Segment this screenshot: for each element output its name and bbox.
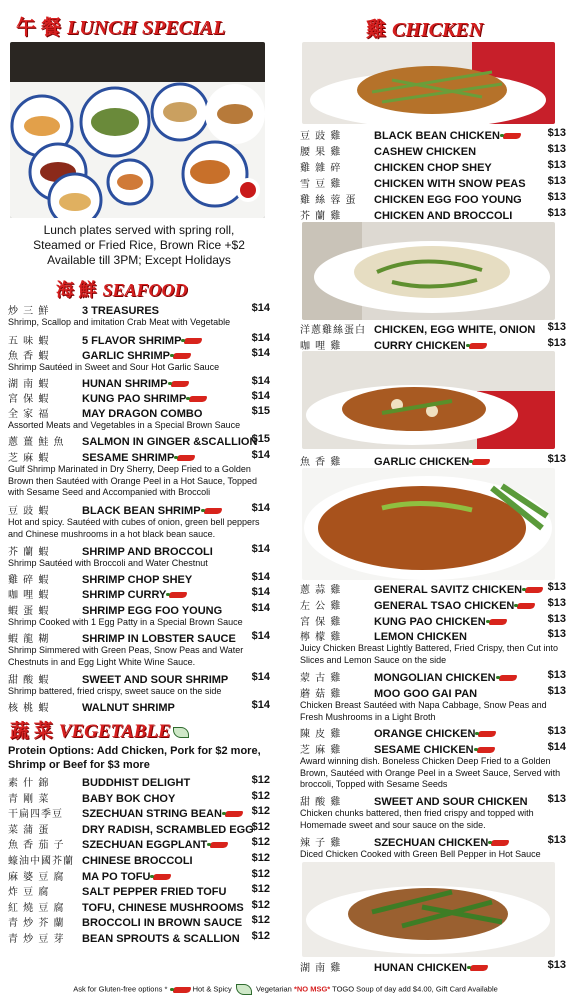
lunch-header-zh: 午 餐 — [16, 17, 61, 39]
hot-pepper-icon — [184, 338, 202, 344]
menu-item — [8, 332, 270, 348]
lunch-platter-image — [10, 42, 265, 218]
item-chinese-name: 蒙 古 雞 — [300, 673, 342, 684]
item-name: SALT PEPPER FRIED TOFU — [82, 886, 227, 899]
item-chinese-name: 腰 果 雞 — [300, 147, 342, 158]
item-chinese-name: 洋蔥雞絲蛋白 — [300, 325, 366, 336]
menu-item — [8, 502, 270, 518]
item-chinese-name: 辣 子 雞 — [300, 838, 342, 849]
item-price: $12 — [251, 930, 270, 942]
item-name: DRY RADISH, SCRAMBLED EGG — [82, 823, 254, 836]
hot-pepper-icon — [169, 592, 187, 598]
item-price: $14 — [251, 375, 270, 387]
item-chinese-name: 蝦 龍 糊 — [8, 634, 50, 645]
item-price: $13 — [547, 453, 566, 465]
item-price: $13 — [547, 725, 566, 737]
item-chinese-name: 麻 婆 豆 腐 — [8, 871, 65, 883]
menu-item — [8, 868, 270, 884]
hot-pepper-icon — [204, 508, 222, 514]
item-price: $15 — [251, 405, 270, 417]
lunch-intro-line: Available till 3PM; Except Holidays — [47, 253, 231, 267]
chicken-dish-photo-3 — [302, 351, 555, 449]
item-price: $15 — [251, 433, 270, 445]
hot-pepper-icon — [153, 874, 171, 880]
item-price: $13 — [547, 597, 566, 609]
hot-pepper-icon — [491, 840, 509, 846]
item-name: BABY BOK CHOY — [82, 792, 176, 805]
item-name: 3 TREASURES — [82, 305, 160, 317]
item-name: SESAME SHRIMP — [82, 452, 175, 464]
hot-spicy-pepper-icon — [173, 987, 191, 993]
menu-item — [8, 375, 270, 391]
item-description: Juicy Chicken Breast Lightly Battered, Fried Crispy, then Cut into Slices and Lemon Sauce on the side — [300, 643, 558, 665]
item-chinese-name: 核 桃 蝦 — [8, 703, 50, 714]
item-chinese-name: 菜 蒲 蛋 — [8, 824, 50, 836]
item-price: $14 — [251, 630, 270, 642]
no-msg-note: *NO MSG* — [293, 984, 331, 994]
item-description: Shrimp Sautéed in Sweet and Sour Hot Garlic Sauce — [8, 362, 220, 372]
item-name: SHRIMP CHOP SHEY — [82, 574, 193, 586]
item-name: BLACK BEAN SHRIMP — [82, 505, 201, 517]
item-price: $13 — [547, 959, 566, 971]
item-price: $14 — [547, 741, 566, 753]
item-name: CHICKEN EGG FOO YOUNG — [374, 194, 522, 206]
item-name: CURRY CHICKEN — [374, 340, 466, 352]
chicken-header-en: CHICKEN — [392, 19, 484, 41]
vegetarian-legend: Vegetarian — [255, 984, 292, 994]
item-price: $14 — [251, 699, 270, 711]
item-chinese-name: 雞 碎 蝦 — [8, 575, 50, 586]
item-name: CHICKEN CHOP SHEY — [374, 162, 492, 174]
vegetable-header — [10, 716, 191, 743]
protein-options — [8, 744, 270, 772]
item-price: $12 — [251, 836, 270, 849]
item-description: Shrimp battered, fried crispy, sweet sauce on the side — [8, 686, 222, 696]
vegetarian-leaf-icon — [173, 727, 189, 738]
seafood-header-zh: 海 鮮 — [56, 280, 97, 300]
item-chinese-name: 魚 香 茄 子 — [8, 840, 65, 852]
hot-pepper-icon — [477, 747, 495, 753]
item-price: $13 — [547, 175, 566, 187]
vegetable-header-zh: 蔬 菜 — [10, 721, 53, 742]
item-name: GENERAL TSAO CHICKEN — [374, 600, 515, 612]
item-price: $13 — [547, 834, 566, 846]
vegetarian-leaf-icon — [236, 984, 252, 995]
menu-item — [8, 930, 270, 946]
item-chinese-name: 蘑 菇 雞 — [300, 689, 342, 700]
item-chinese-name: 甜 酸 雞 — [300, 797, 342, 808]
item-name: TOFU, CHINESE MUSHROOMS — [82, 901, 244, 914]
chicken-dish-photo-1 — [302, 42, 555, 124]
menu-item — [300, 741, 566, 757]
menu-item — [8, 449, 270, 465]
lunch-intro-line: Lunch plates served with spring roll, — [43, 223, 235, 237]
menu-item — [8, 774, 270, 790]
item-price: $13 — [547, 321, 566, 333]
hot-spicy-legend: Hot & Spicy — [192, 984, 232, 994]
item-chinese-name: 雪 豆 雞 — [300, 179, 342, 190]
item-name: BROCCOLI IN BROWN SAUCE — [82, 917, 243, 930]
item-price: $14 — [251, 449, 270, 461]
hot-pepper-icon — [517, 603, 535, 609]
item-name: CHICKEN, EGG WHITE, ONION — [374, 324, 536, 336]
menu-item — [300, 669, 566, 685]
item-name: SALMON IN GINGER &SCALLION — [82, 436, 258, 448]
vegetable-header-en: VEGETABLE — [58, 721, 171, 742]
menu-item — [8, 836, 270, 852]
menu-item — [300, 159, 566, 175]
hot-pepper-icon — [210, 842, 228, 848]
hot-pepper-icon — [472, 459, 490, 465]
item-price: $13 — [547, 628, 566, 640]
item-name: SHRIMP CURRY — [82, 589, 167, 601]
chicken-header-zh: 雞 — [366, 19, 386, 41]
item-chinese-name: 咖 哩 蝦 — [8, 590, 50, 601]
item-chinese-name: 蔥 蒜 雞 — [300, 585, 342, 596]
item-name: SWEET AND SOUR SHRIMP — [82, 674, 229, 686]
hot-pepper-icon — [478, 731, 496, 737]
menu-item — [300, 834, 566, 850]
menu-item — [300, 207, 566, 223]
item-name: HUNAN SHRIMP — [82, 378, 168, 390]
item-price: $13 — [547, 613, 566, 625]
seafood-header-en: SEAFOOD — [102, 280, 188, 300]
item-chinese-name: 炸 豆 腐 — [8, 887, 50, 899]
item-name: MOO GOO GAI PAN — [374, 688, 478, 700]
item-name: CHICKEN AND BROCCOLI — [374, 210, 513, 222]
menu-item — [8, 586, 270, 602]
item-chinese-name: 宮 保 雞 — [300, 617, 342, 628]
item-description: Diced Chicken Cooked with Green Bell Pepper in Hot Sauce — [300, 849, 541, 859]
item-price: $14 — [251, 543, 270, 555]
item-chinese-name: 紅 燒 豆 腐 — [8, 902, 65, 914]
item-chinese-name: 蠔油中國芥蘭 — [8, 856, 74, 867]
item-price: $12 — [251, 883, 270, 896]
item-chinese-name: 左 公 雞 — [300, 601, 342, 612]
item-price: $12 — [251, 805, 270, 818]
lunch-header-en: LUNCH SPECIAL — [67, 17, 226, 39]
menu-item — [8, 914, 270, 930]
item-description: Chicken chunks battered, then fried crispy and topped with Homemade sweet and sour sauce on the side. — [300, 808, 534, 830]
menu-item — [300, 628, 566, 644]
chicken-dish-photo-5 — [302, 862, 555, 957]
item-price: $12 — [251, 898, 270, 911]
menu-item — [8, 805, 270, 821]
item-price: $14 — [251, 390, 270, 402]
item-name: GARLIC CHICKEN — [374, 456, 470, 468]
item-price: $14 — [251, 332, 270, 344]
item-description: Shrimp Sautéed with Broccoli and Water Chestnut — [8, 558, 208, 568]
item-price: $13 — [547, 191, 566, 203]
menu-item — [8, 821, 270, 837]
item-chinese-name: 青 剛 菜 — [8, 793, 50, 805]
menu-item — [300, 337, 566, 353]
menu-item — [8, 699, 270, 715]
item-price: $13 — [547, 685, 566, 697]
item-name: MA PO TOFU — [82, 870, 151, 883]
item-chinese-name: 湖 南 蝦 — [8, 379, 50, 390]
item-chinese-name: 全 家 福 — [8, 409, 50, 420]
item-chinese-name: 湖 南 雞 — [300, 963, 342, 974]
lunch-intro-line: Steamed or Fried Rice, Brown Rice +$2 — [33, 238, 245, 252]
item-price: $14 — [251, 602, 270, 614]
hot-pepper-icon — [173, 353, 191, 359]
item-chinese-name: 干扁四季豆 — [8, 809, 63, 821]
item-name: BUDDHIST DELIGHT — [82, 777, 191, 789]
item-chinese-name: 魚 香 雞 — [300, 457, 342, 468]
item-price: $13 — [547, 159, 566, 171]
item-chinese-name: 雞 雜 碎 — [300, 163, 342, 174]
item-price: $12 — [251, 852, 270, 864]
item-chinese-name: 蔥 薑 鮭 魚 — [8, 437, 65, 448]
item-chinese-name: 宮 保 蝦 — [8, 394, 50, 405]
item-price: $12 — [251, 789, 270, 802]
item-chinese-name: 檸 檬 雞 — [300, 632, 342, 643]
item-chinese-name: 芝 麻 雞 — [300, 745, 342, 756]
item-chinese-name: 豆 豉 蝦 — [8, 506, 50, 517]
item-name: BEAN SPROUTS & SCALLION — [82, 933, 240, 945]
menu-item — [8, 883, 270, 899]
item-name: MONGOLIAN CHICKEN — [374, 672, 496, 684]
item-name: LEMON CHICKEN — [374, 631, 467, 643]
item-price: $13 — [547, 337, 566, 349]
menu-item — [300, 191, 566, 207]
menu-item — [8, 302, 270, 318]
menu-item — [8, 899, 270, 915]
menu-item — [300, 725, 566, 741]
protein-options-line: Protein Options: Add Chicken, Pork for $2 more, — [8, 745, 261, 757]
menu-item — [8, 630, 270, 646]
item-chinese-name: 芝 麻 蝦 — [8, 453, 50, 464]
menu-item — [8, 852, 270, 868]
item-description: Award winning dish. Boneless Chicken Deep Fried to a Golden Brown, Sautéed with Orange Peel in a Sweet Sauce, Served with broccoli, Topped with Sesame Seeds — [300, 756, 561, 789]
hot-pepper-icon — [525, 587, 543, 593]
hot-pepper-icon — [470, 965, 488, 971]
item-chinese-name: 魚 香 蝦 — [8, 351, 50, 362]
item-price: $13 — [547, 143, 566, 155]
hot-pepper-icon — [171, 381, 189, 387]
item-description: Gulf Shrimp Marinated in Dry Sherry, Deep Fried to a Golden Brown then Sautéed with Orange Peel in a Hot Sauce, Topped with Sesame Seed and Accompanied with Broccoli — [8, 464, 257, 497]
item-name: CHINESE BROCCOLI — [82, 855, 193, 867]
menu-item — [300, 175, 566, 191]
gluten-free-note: Ask for Gluten-free options * — [73, 984, 168, 994]
item-price: $13 — [547, 581, 566, 593]
chicken-dish-photo-2 — [302, 222, 555, 320]
item-name: WALNUT SHRIMP — [82, 702, 175, 714]
item-chinese-name: 咖 哩 雞 — [300, 341, 342, 352]
lunch-platter-photo — [10, 42, 265, 218]
menu-item — [8, 405, 270, 421]
item-chinese-name: 青 炒 豆 芽 — [8, 934, 65, 945]
item-price: $12 — [251, 820, 270, 833]
menu-item — [8, 790, 270, 806]
item-chinese-name: 蝦 蛋 蝦 — [8, 606, 50, 617]
item-description: Assorted Meats and Vegetables in a Special Brown Sauce — [8, 420, 241, 430]
item-chinese-name: 陳 皮 雞 — [300, 729, 342, 740]
item-name: SZECHUAN STRING BEAN — [82, 808, 222, 821]
item-price: $14 — [251, 347, 270, 359]
hot-pepper-icon — [503, 133, 521, 139]
menu-item — [300, 685, 566, 701]
hot-pepper-icon — [225, 811, 243, 817]
item-chinese-name: 豆 豉 雞 — [300, 131, 342, 142]
protein-options-line: Shrimp or Beef for $3 more — [8, 759, 150, 771]
item-price: $12 — [251, 774, 270, 786]
menu-item — [300, 613, 566, 629]
item-price: $13 — [547, 793, 566, 805]
menu-item — [8, 671, 270, 687]
item-name: SZECHUAN CHICKEN — [374, 837, 489, 849]
item-description: Shrimp Cooked with 1 Egg Patty in a Special Brown Sauce — [8, 617, 243, 627]
item-name: 5 FLAVOR SHRIMP — [82, 335, 182, 347]
item-price: $12 — [251, 914, 270, 927]
item-price: $13 — [547, 127, 566, 139]
item-chinese-name: 雞 絲 蓉 蛋 — [300, 195, 357, 206]
item-name: MAY DRAGON COMBO — [82, 408, 203, 420]
item-price: $14 — [251, 671, 270, 683]
menu-footer — [0, 984, 571, 995]
item-name: SWEET AND SOUR CHICKEN — [374, 796, 528, 808]
chicken-dish-photo-4 — [302, 468, 555, 580]
hot-pepper-icon — [499, 675, 517, 681]
menu-item — [300, 959, 566, 975]
menu-item — [8, 571, 270, 587]
menu-item — [8, 543, 270, 559]
menu-item — [300, 127, 566, 143]
hot-pepper-icon — [177, 455, 195, 461]
menu-item — [300, 597, 566, 613]
chicken-header — [366, 13, 483, 42]
menu-item — [300, 793, 566, 809]
item-description: Shrimp, Scallop and imitation Crab Meat with Vegetable — [8, 317, 231, 327]
lunch-special-header — [16, 11, 225, 40]
menu-item — [300, 453, 566, 469]
item-name: BLACK BEAN CHICKEN — [374, 130, 500, 142]
item-name: KUNG PAO CHICKEN — [374, 616, 486, 628]
item-name: KUNG PAO SHRIMP — [82, 393, 187, 405]
item-chinese-name: 甜 酸 蝦 — [8, 675, 50, 686]
item-name: SHRIMP AND BROCCOLI — [82, 546, 213, 558]
seafood-header — [56, 276, 188, 302]
item-price: $14 — [251, 571, 270, 583]
hot-pepper-icon — [489, 619, 507, 625]
item-name: CHICKEN WITH SNOW PEAS — [374, 178, 526, 190]
menu-item — [8, 347, 270, 363]
menu-item — [8, 433, 270, 449]
item-chinese-name: 炒 三 鮮 — [8, 306, 50, 317]
item-price: $14 — [251, 586, 270, 598]
item-price: $14 — [251, 502, 270, 514]
menu-item — [300, 143, 566, 159]
item-name: GARLIC SHRIMP — [82, 350, 170, 362]
menu-item — [300, 321, 566, 337]
item-name: GENERAL SAVITZ CHICKEN — [374, 584, 523, 596]
item-description: Hot and spicy. Sautéed with cubes of onion, green bell peppers and Chinese mushrooms in a hot black bean sauce. — [8, 517, 260, 539]
item-price: $13 — [547, 669, 566, 681]
item-name: SHRIMP EGG FOO YOUNG — [82, 605, 223, 617]
item-price: $14 — [251, 302, 270, 314]
item-name: SESAME CHICKEN — [374, 744, 474, 756]
item-name: SHRIMP IN LOBSTER SAUCE — [82, 633, 236, 645]
item-chinese-name: 五 味 蝦 — [8, 336, 50, 347]
item-chinese-name: 芥 蘭 蝦 — [8, 547, 50, 558]
item-chinese-name: 青 炒 芥 蘭 — [8, 918, 65, 930]
item-price: $13 — [547, 207, 566, 219]
item-price: $12 — [251, 867, 270, 880]
item-chinese-name: 素 什 錦 — [8, 778, 50, 789]
hot-pepper-icon — [469, 343, 487, 349]
item-description: Chicken Breast Sautéed with Napa Cabbage, Snow Peas and Fresh Mushrooms in a Light Broth — [300, 700, 547, 722]
item-name: CASHEW CHICKEN — [374, 146, 477, 158]
item-name: ORANGE CHICKEN — [374, 728, 476, 740]
item-name: HUNAN CHICKEN — [374, 962, 467, 974]
item-description: Shrimp Simmered with Green Peas, Snow Peas and Water Chestnuts in and Egg Light White Wine Sauce. — [8, 645, 244, 667]
item-name: SZECHUAN EGGPLANT — [82, 839, 208, 852]
menu-item — [8, 602, 270, 618]
lunch-intro — [8, 223, 270, 268]
hot-pepper-icon — [189, 396, 207, 402]
togo-soup-note: TOGO Soup of day add $4.00, Gift Card Available — [332, 984, 498, 994]
menu-item — [300, 581, 566, 597]
item-chinese-name: 芥 蘭 雞 — [300, 211, 342, 222]
menu-item — [8, 390, 270, 406]
